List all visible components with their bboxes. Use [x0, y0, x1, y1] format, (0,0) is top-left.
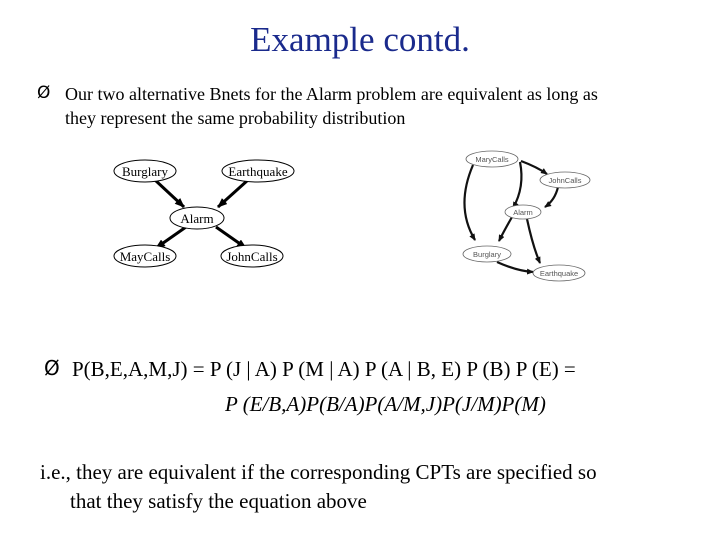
node-earthquake	[222, 160, 294, 182]
edge-marycalls-alarm	[513, 162, 521, 208]
slide-title: Example contd.	[250, 20, 470, 59]
node-johncalls-right	[540, 172, 590, 188]
node-alarm-label: Alarm	[180, 211, 214, 226]
node-earthquake-right	[533, 265, 585, 281]
node-earthquake-right-label: Earthquake	[539, 269, 579, 278]
bullet-arrow-icon-2: Ø	[44, 356, 60, 380]
left-bayes-net	[100, 150, 310, 275]
node-burglary-right-label: Burglary	[473, 250, 501, 259]
edge-alarm-johncalls	[216, 227, 246, 248]
edge-alarm-maycalls	[156, 227, 186, 248]
edge-earthquake-alarm	[218, 180, 248, 207]
node-alarm-right-label: Alarm	[513, 208, 533, 217]
edge-burglary-alarm	[155, 180, 184, 207]
equation-line2: P (E/B,A)P(B/A)P(A/M,J)P(J/M)P(M)	[225, 392, 546, 416]
edge-burglary-earthquake	[497, 262, 533, 272]
node-johncalls-right-label: JohnCalls	[548, 176, 582, 185]
bullet1-line1: Our two alternative Bnets for the Alarm problem are equivalent as long as	[65, 84, 598, 104]
equation-line1-text: P(B,E,A,M,J) = P (J | A) P (M | A) P (A | B, E) P (B) P (E) =	[72, 357, 576, 381]
node-maycalls-label: MayCalls	[119, 249, 171, 264]
conclusion-line2: that they satisfy the equation above	[70, 489, 367, 513]
right-bayes-net	[455, 142, 600, 287]
equation-line1	[72, 354, 576, 384]
conclusion-line1: i.e., they are equivalent if the corresponding CPTs are specified so	[40, 460, 597, 484]
edge-marycalls-johncalls	[521, 161, 547, 174]
node-burglary-label: Burglary	[122, 164, 168, 179]
node-marycalls	[466, 151, 518, 167]
edge-johncalls-alarm	[545, 187, 558, 207]
node-burglary-right	[463, 246, 511, 262]
edge-marycalls-burglary	[464, 165, 475, 240]
node-alarm-right	[505, 205, 541, 219]
node-earthquake-label: Earthquake	[228, 164, 288, 179]
node-marycalls-label: MaryCalls	[475, 155, 509, 164]
edge-alarm-earthquake	[527, 219, 540, 263]
node-johncalls-label: JohnCalls	[226, 249, 278, 264]
node-johncalls	[221, 245, 283, 267]
edge-alarm-burglary	[499, 217, 512, 241]
node-maycalls	[114, 245, 176, 267]
node-burglary	[114, 160, 176, 182]
bullet1-line2: they represent the same probability distribution	[65, 108, 406, 128]
bullet-arrow-icon: Ø	[37, 83, 51, 103]
node-alarm	[170, 207, 224, 229]
